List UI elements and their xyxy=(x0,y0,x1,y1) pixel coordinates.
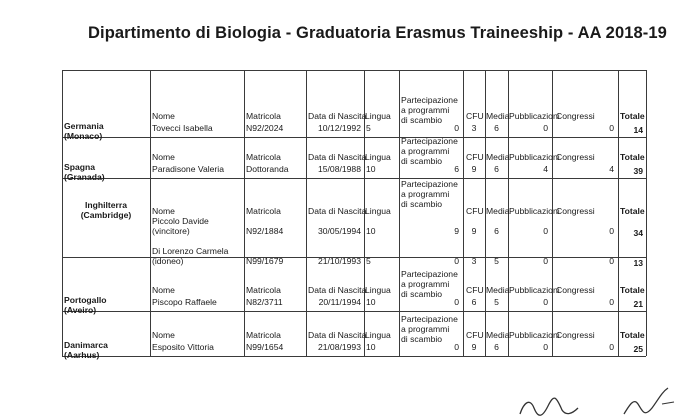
cell-nome: Piccolo Davide xyxy=(152,216,209,226)
header-matricola: Matricola xyxy=(246,206,281,216)
cell-nome: Tovecci Isabella xyxy=(152,123,213,133)
cell-data-nascita: 20/11/1994 xyxy=(318,297,361,307)
cell-data-nascita: 21/08/1993 xyxy=(317,342,361,352)
header-partecipazione: di scambio xyxy=(401,156,443,166)
header-cfu: CFU xyxy=(466,206,484,216)
cell-partecipazione: 6 xyxy=(454,164,459,174)
cell-cfu: 9 xyxy=(471,226,477,236)
cell-cfu: 3 xyxy=(471,123,477,133)
column-divider xyxy=(399,70,400,356)
column-divider xyxy=(150,70,151,356)
header-cfu: CFU xyxy=(466,330,484,340)
cell-data-nascita: 30/05/1994 xyxy=(317,226,361,236)
cell-lingua: 10 xyxy=(366,342,376,352)
cell-matricola: N92/1884 xyxy=(246,226,284,236)
cell-matricola: N82/3711 xyxy=(246,297,283,307)
cell-data-nascita: 15/08/1988 xyxy=(317,164,361,174)
header-media: Media xyxy=(486,285,510,295)
cell-matricola: N99/1654 xyxy=(246,342,284,352)
header-partecipazione: a programmi xyxy=(401,189,450,199)
cell-congressi: 0 xyxy=(609,123,614,133)
column-divider xyxy=(244,70,245,356)
country-label: Germania (Monaco) xyxy=(64,121,104,141)
column-divider xyxy=(463,70,464,356)
header-partecipazione: Partecipazione xyxy=(401,314,458,324)
header-congressi: Congressi xyxy=(556,285,595,295)
header-totale: Totale xyxy=(620,330,645,340)
cell-cfu: 9 xyxy=(471,342,477,352)
cell-nome: Esposito Vittoria xyxy=(152,342,214,352)
header-totale: Totale xyxy=(620,111,645,121)
header-partecipazione: di scambio xyxy=(401,289,443,299)
cell-matricola: Dottoranda xyxy=(246,164,289,174)
cell-cfu: 3 xyxy=(471,256,477,266)
header-partecipazione: a programmi xyxy=(401,146,450,156)
cell-cfu: 6 xyxy=(471,297,477,307)
header-nome: Nome xyxy=(152,330,175,340)
header-pubblicazioni: Pubblicazioni xyxy=(509,285,560,295)
header-data-nascita: Data di Nascita xyxy=(308,111,367,121)
header-lingua: Lingua xyxy=(365,206,391,216)
cell-media: 6 xyxy=(494,123,499,133)
header-nome: Nome xyxy=(152,111,175,121)
document-title: Dipartimento di Biologia - Graduatoria Erasmus Traineeship - AA 2018-19 xyxy=(88,24,667,42)
header-pubblicazioni: Pubblicazioni xyxy=(509,152,560,162)
header-nome: Nome xyxy=(152,285,175,295)
header-pubblicazioni: Pubblicazioni xyxy=(509,330,560,340)
country-label: Portogallo (Aveiro) xyxy=(64,295,107,315)
header-nome: Nome xyxy=(152,206,175,216)
cell-pubblicazioni: 0 xyxy=(543,256,548,266)
cell-media: 6 xyxy=(494,342,499,352)
cell-cfu: 9 xyxy=(471,164,477,174)
header-lingua: Lingua xyxy=(365,285,391,295)
cell-lingua: 5 xyxy=(366,123,371,133)
cell-nome-note: (vincitore) xyxy=(152,226,190,236)
cell-partecipazione: 0 xyxy=(454,342,459,352)
cell-congressi: 0 xyxy=(609,256,614,266)
header-congressi: Congressi xyxy=(556,152,595,162)
cell-congressi: 0 xyxy=(609,342,614,352)
header-cfu: CFU xyxy=(466,152,484,162)
header-totale: Totale xyxy=(620,285,645,295)
cell-media: 5 xyxy=(494,297,499,307)
block-divider xyxy=(62,356,646,357)
cell-totale: 34 xyxy=(633,228,643,238)
cell-partecipazione: 0 xyxy=(454,297,459,307)
country-label: Inghilterra xyxy=(84,200,128,210)
cell-congressi: 0 xyxy=(609,226,614,236)
column-divider xyxy=(618,70,619,356)
header-matricola: Matricola xyxy=(246,285,281,295)
header-partecipazione: di scambio xyxy=(401,334,443,344)
header-congressi: Congressi xyxy=(556,330,595,340)
header-media: Media xyxy=(486,111,510,121)
cell-lingua: 10 xyxy=(366,164,376,174)
cell-totale: 25 xyxy=(633,344,643,354)
cell-media: 6 xyxy=(494,226,499,236)
header-partecipazione: Partecipazione xyxy=(401,179,458,189)
cell-pubblicazioni: 4 xyxy=(543,164,548,174)
cell-matricola: N92/2024 xyxy=(246,123,284,133)
cell-partecipazione: 9 xyxy=(454,226,459,236)
header-totale: Totale xyxy=(620,152,645,162)
header-partecipazione: Partecipazione xyxy=(401,95,458,105)
header-media: Media xyxy=(486,330,510,340)
header-lingua: Lingua xyxy=(365,330,391,340)
cell-matricola: N99/1679 xyxy=(246,256,284,266)
header-cfu: CFU xyxy=(466,111,484,121)
header-data-nascita: Data di Nascita xyxy=(308,206,367,216)
column-divider xyxy=(646,70,647,356)
cell-media: 5 xyxy=(494,256,499,266)
cell-nome: Paradisone Valeria xyxy=(152,164,224,174)
signature-mark xyxy=(512,384,682,420)
cell-lingua: 10 xyxy=(366,226,376,236)
header-pubblicazioni: Pubblicazioni xyxy=(509,206,560,216)
cell-nome-note: (idoneo) xyxy=(152,256,184,266)
header-partecipazione: di scambio xyxy=(401,199,443,209)
cell-lingua: 5 xyxy=(366,256,371,266)
column-divider xyxy=(306,70,307,356)
header-partecipazione: Partecipazione xyxy=(401,269,458,279)
cell-congressi: 4 xyxy=(609,164,614,174)
cell-pubblicazioni: 0 xyxy=(543,297,548,307)
header-pubblicazioni: Pubblicazioni xyxy=(509,111,560,121)
header-partecipazione: Partecipazione xyxy=(401,136,458,146)
cell-pubblicazioni: 0 xyxy=(543,226,548,236)
country-label: Danimarca (Aarhus) xyxy=(64,340,108,360)
column-divider xyxy=(62,70,63,356)
country-label: (Cambridge) xyxy=(80,210,132,220)
cell-partecipazione: 0 xyxy=(454,123,459,133)
header-lingua: Lingua xyxy=(365,111,391,121)
header-data-nascita: Data di Nascita xyxy=(308,285,367,295)
cell-nome: Piscopo Raffaele xyxy=(152,297,217,307)
header-data-nascita: Data di Nascita xyxy=(308,330,367,340)
cell-nome: Di Lorenzo Carmela xyxy=(152,246,229,256)
cell-lingua: 10 xyxy=(366,297,376,307)
header-partecipazione: a programmi xyxy=(401,105,450,115)
cell-pubblicazioni: 0 xyxy=(543,123,548,133)
header-congressi: Congressi xyxy=(556,111,595,121)
header-congressi: Congressi xyxy=(556,206,595,216)
cell-totale: 13 xyxy=(633,258,643,268)
header-matricola: Matricola xyxy=(246,111,281,121)
country-label: Spagna (Granada) xyxy=(64,162,105,182)
cell-congressi: 0 xyxy=(609,297,614,307)
cell-totale: 21 xyxy=(633,299,643,309)
header-lingua: Lingua xyxy=(365,152,391,162)
cell-data-nascita: 10/12/1992 xyxy=(317,123,361,133)
header-nome: Nome xyxy=(152,152,175,162)
cell-partecipazione: 0 xyxy=(454,256,459,266)
header-partecipazione: a programmi xyxy=(401,279,450,289)
header-media: Media xyxy=(486,206,510,216)
cell-pubblicazioni: 0 xyxy=(543,342,548,352)
header-media: Media xyxy=(486,152,510,162)
header-matricola: Matricola xyxy=(246,152,281,162)
cell-media: 6 xyxy=(494,164,499,174)
cell-data-nascita: 21/10/1993 xyxy=(317,256,361,266)
header-partecipazione: di scambio xyxy=(401,115,443,125)
header-cfu: CFU xyxy=(466,285,484,295)
header-partecipazione: a programmi xyxy=(401,324,450,334)
header-totale: Totale xyxy=(620,206,645,216)
header-matricola: Matricola xyxy=(246,330,281,340)
header-data-nascita: Data di Nascita xyxy=(308,152,367,162)
cell-totale: 14 xyxy=(633,125,643,135)
cell-totale: 39 xyxy=(633,166,643,176)
